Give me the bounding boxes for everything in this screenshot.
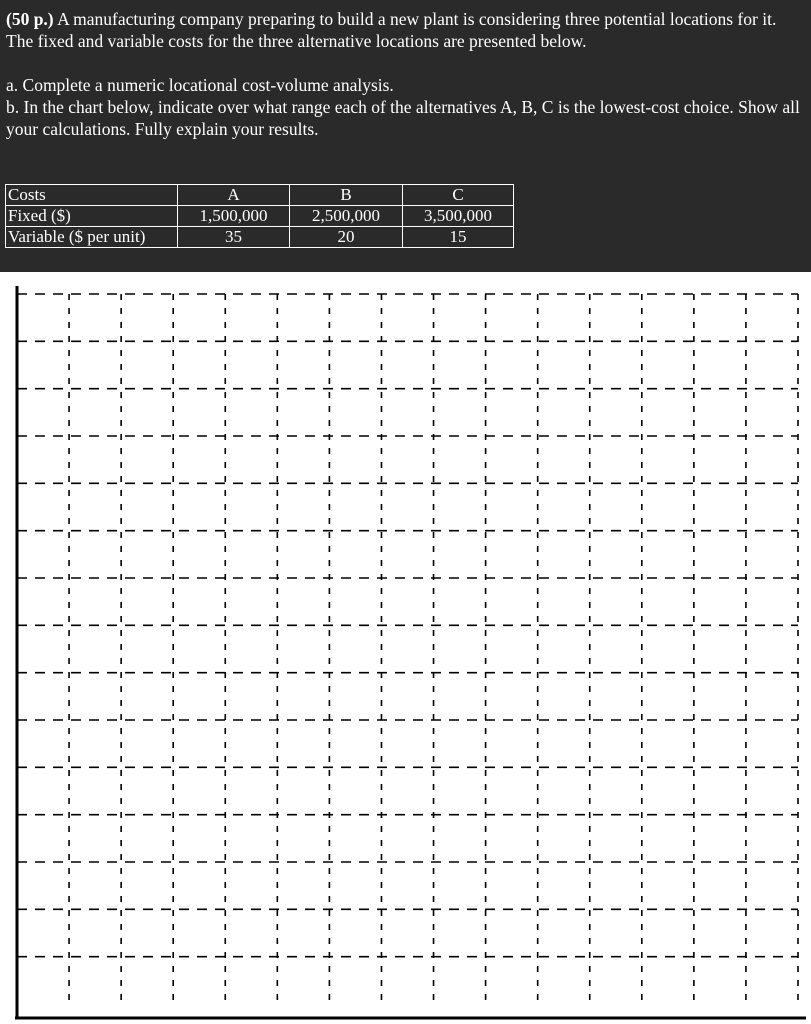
fixed-c: 3,500,000 — [403, 206, 514, 227]
question-intro — [6, 8, 806, 52]
blank-grid — [0, 272, 811, 1024]
table-row — [6, 206, 514, 227]
row-label-fixed: Fixed ($) — [6, 206, 178, 227]
cost-table — [5, 184, 514, 248]
points-label: (50 p.) — [6, 9, 54, 29]
intro-text: A manufacturing company preparing to build a new plant is considering three potential locations for it. The fixed and variable costs for the three alternative locations are presented below. — [6, 9, 777, 51]
fixed-b: 2,500,000 — [290, 206, 403, 227]
header-c: C — [403, 185, 514, 206]
variable-a: 35 — [178, 227, 290, 248]
part-b-text: b. In the chart below, indicate over what range each of the alternatives A, B, C is the lowest-cost choice. Show all your calculations. Fully explain your results. — [6, 97, 800, 139]
table-header-row — [6, 185, 514, 206]
table-row — [6, 227, 514, 248]
header-a: A — [178, 185, 290, 206]
variable-b: 20 — [290, 227, 403, 248]
header-costs: Costs — [6, 185, 178, 206]
row-label-variable: Variable ($ per unit) — [6, 227, 178, 248]
blank-chart-area — [0, 272, 811, 1024]
question-text — [6, 8, 806, 140]
header-b: B — [290, 185, 403, 206]
part-a-text: a. Complete a numeric locational cost-volume analysis. — [6, 75, 394, 95]
variable-c: 15 — [403, 227, 514, 248]
fixed-a: 1,500,000 — [178, 206, 290, 227]
